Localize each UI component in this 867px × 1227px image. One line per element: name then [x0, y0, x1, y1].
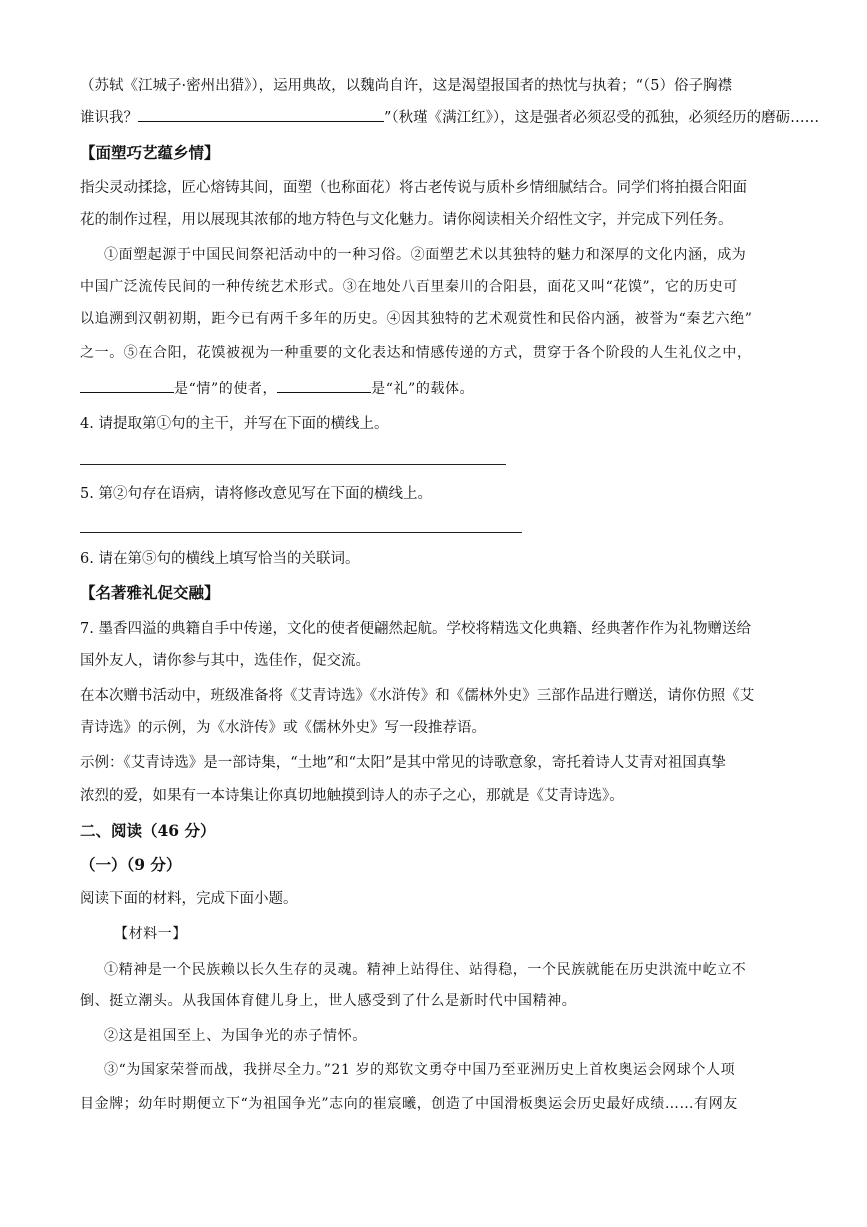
material-1-para-1-line-1: ①精神是一个民族赖以长久生存的灵魂。精神上站得住、站得稳，一个民族就能在历史洪流中屹立不 — [104, 962, 747, 978]
material-1-para-1-line-2: 倒、挺立潮头。从我国体育健儿身上，世人感受到了什么是新时代中国精神。 — [80, 993, 577, 1009]
mian-su-text-line-4: 之一。⑤在合阳，花馍被视为一种重要的文化表达和情感传递的方式，贯穿于各个阶段的人生礼仪之中， — [80, 345, 752, 361]
section-title-ming-zhu: 【名著雅礼促交融】 — [80, 583, 220, 602]
mian-su-text-line-1: ①面塑起源于中国民间祭祀活动中的一种习俗。②面塑艺术以其独特的魅力和深厚的文化内涵，成为 — [104, 247, 747, 263]
reading-instruction: 阅读下面的材料，完成下面小题。 — [80, 891, 298, 907]
poem-answer-prefix: 谁识我？ — [80, 110, 138, 126]
answer-line-q4[interactable] — [80, 464, 506, 465]
answer-blank-5[interactable] — [138, 107, 384, 122]
reading-section-title: 二、阅读（46 分） — [80, 821, 216, 840]
material-1-label: 【材料一】 — [114, 926, 187, 942]
question-5: 5. 第②句存在语病，请将修改意见写在下面的横线上。 — [80, 486, 432, 502]
material-1-para-3-line-2: 目金牌；幼年时期便立下“为祖国争光”志向的崔宸曦，创造了中国滑板奥运会历史最好成绩……有网友 — [80, 1096, 738, 1112]
mian-su-intro-line-1: 指尖灵动揉捻，匠心熔铸其间，面塑（也称面花）将古老传说与质朴乡情细腻结合。同学们将拍摄合阳面 — [80, 180, 747, 196]
text5-part-1: 是“情”的使者， — [174, 381, 278, 397]
mian-su-intro-line-2: 花的制作过程，用以展现其浓郁的地方特色与文化魅力。请你阅读相关介绍性文字，并完成下列任务。 — [80, 212, 733, 228]
question-6: 6. 请在第⑤句的横线上填写恰当的关联词。 — [80, 551, 360, 567]
poem-answer-line-2 — [80, 107, 819, 128]
question-7-line-4: 青诗选》的示例，为《水浒传》或《儒林外史》写一段推荐语。 — [80, 720, 486, 736]
mian-su-text-line-2: 中国广泛流传民间的一种传统艺术形式。③在地处八百里秦川的合阳县，面花又叫“花馍”，它的历史可 — [80, 279, 738, 295]
mian-su-text-line-3: 以追溯到汉朝初期，距今已有两千多年的历史。④因其独特的艺术观赏性和民俗内涵，被誉为“秦艺六绝” — [80, 311, 753, 327]
section-title-mian-su: 【面塑巧艺蕴乡情】 — [80, 143, 220, 162]
question-7-line-1: 7. 墨香四溢的典籍自手中传递，文化的使者便翩然起航。学校将精选文化典籍、经典著作作为礼物赠送给 — [80, 621, 751, 637]
poem-answer-suffix: ”（秋瑾《满江红》），这是强者必须忍受的孤独，必须经历的磨砺…… — [384, 110, 820, 126]
material-1-para-2: ②这是祖国至上、为国争光的赤子情怀。 — [104, 1028, 367, 1044]
answer-line-q5[interactable] — [80, 532, 522, 533]
example-line-2: 浓烈的爱，如果有一本诗集让你真切地触摸到诗人的赤子之心，那就是《艾青诗选》。 — [80, 788, 624, 804]
question-7-line-3: 在本次赠书活动中，班级准备将《艾青诗选》《水浒传》和《儒林外史》三部作品进行赠送，请你仿照《艾 — [80, 688, 755, 704]
mian-su-text-line-5 — [80, 378, 474, 399]
question-4: 4. 请提取第①句的主干，并写在下面的横线上。 — [80, 416, 389, 432]
text5-part-2: 是“礼”的载体。 — [371, 381, 475, 397]
conjunction-blank-1[interactable] — [80, 378, 174, 393]
poem-answer-line-1: （苏轼《江城子·密州出猎》），运用典故，以魏尚自许，这是渴望报国者的热忱与执着；“（5）俗子胸襟 — [80, 78, 732, 94]
question-7-line-2: 国外友人，请你参与其中，选佳作，促交流。 — [80, 653, 370, 669]
reading-subsection-title: （一）（9 分） — [80, 855, 182, 874]
example-line-1: 示例：《艾青诗选》是一部诗集，“土地”和“太阳”是其中常见的诗歌意象，寄托着诗人艾青对祖国真挚 — [80, 755, 726, 771]
material-1-para-3-line-1: ③“为国家荣誉而战，我拼尽全力。”21 岁的郑钦文勇夺中国乃至亚洲历史上首枚奥运会网球个人项 — [104, 1062, 736, 1078]
conjunction-blank-2[interactable] — [277, 378, 371, 393]
